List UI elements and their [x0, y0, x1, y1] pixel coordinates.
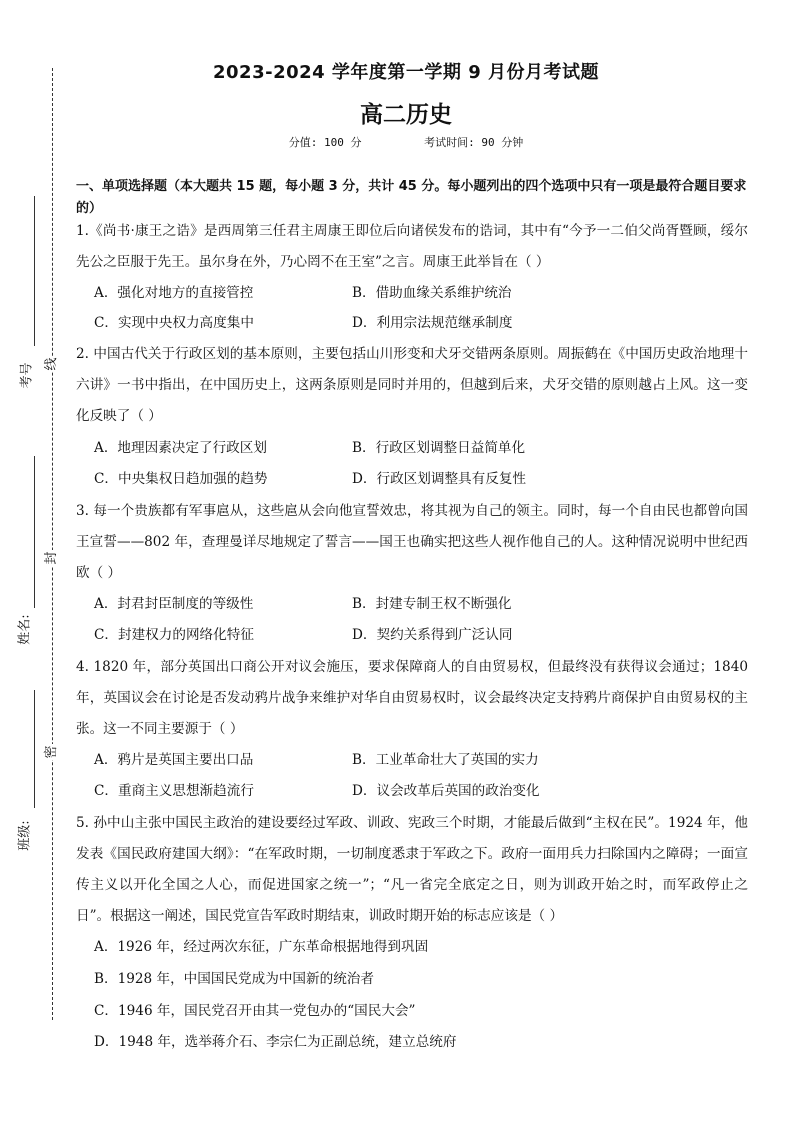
- question-4-option-a[interactable]: A．鸦片是英国主要出口品: [94, 752, 254, 768]
- question-3-option-b[interactable]: B．封建专制王权不断强化: [352, 596, 512, 612]
- question-4-option-d[interactable]: D．议会改革后英国的政治变化: [352, 783, 540, 799]
- question-1-option-a[interactable]: A．强化对地方的直接管控: [94, 285, 254, 301]
- question-5-option-a[interactable]: A．1926 年，经过两次东征，广东革命根据地得到巩固: [94, 939, 429, 955]
- exam-number-line[interactable]: [34, 196, 35, 346]
- question-2-option-d[interactable]: D．行政区划调整具有反复性: [352, 471, 527, 487]
- class-label: 班级:: [17, 820, 33, 851]
- question-2-option-a[interactable]: A．地理因素决定了行政区划: [94, 440, 267, 456]
- question-3-option-a[interactable]: A．封君封臣制度的等级性: [94, 596, 254, 612]
- question-4-stem: 4. 1820 年，部分英国出口商公开对议会施压，要求保障商人的自由贸易权，但最终没有获得议会通过；1840 年，英国议会在讨论是否发动鸦片战争来维护对华自由贸易权时，议会最终决定支持鸦片商保护自由贸易权的主张。这一不同主要源于（ ）: [76, 659, 748, 737]
- question-5-option-b[interactable]: B．1928 年，中国国民党成为中国新的统治者: [94, 971, 374, 987]
- question-3-stem: 3. 每一个贵族都有军事扈从，这些扈从会向他宣誓效忠，将其视为自己的领主。同时，每一个自由民也都曾向国王宣誓——802 年，查理曼详尽地规定了誓言——国王也确实把这些人视作他自己的人。这种情况说明中世纪西欧（ ）: [76, 503, 748, 581]
- question-1-options-row-1: [94, 283, 734, 303]
- question-1-options-row-2: [94, 313, 734, 333]
- question-3-option-c[interactable]: C．封建权力的网络化特征: [94, 627, 254, 643]
- question-4-option-c[interactable]: C．重商主义思想渐趋流行: [94, 783, 254, 799]
- name-label: 姓名:: [17, 614, 33, 645]
- question-3-option-d[interactable]: D．契约关系得到广泛认同: [352, 627, 513, 643]
- question-2-option-b[interactable]: B．行政区划调整日益简单化: [352, 440, 526, 456]
- question-2-option-c[interactable]: C．中央集权日趋加强的趋势: [94, 471, 268, 487]
- exam-meta: [76, 134, 736, 150]
- class-line[interactable]: [34, 690, 35, 808]
- question-1-stem: 1.《尚书·康王之诰》是西周第三任君主周康王即位后向诸侯发布的诰词，其中有“今予一二伯父尚胥暨顾，绥尔先公之臣服于先王。虽尔身在外，乃心罔不在王室”之言。周康王此举旨在（ ）: [76, 223, 748, 270]
- seal-char-secret: 密: [44, 745, 59, 759]
- question-3-options-row-2: [94, 625, 734, 645]
- question-2-stem: 2. 中国古代关于行政区划的基本原则，主要包括山川形变和犬牙交错两条原则。周振鹤在《中国历史政治地理十六讲》一书中指出，在中国历史上，这两条原则是同时并用的，但越到后来，犬牙交错的原则越占上风。这一变化反映了（ ）: [76, 346, 748, 424]
- binding-dashed-line: [52, 68, 53, 1020]
- section-heading: 一、单项选择题（本大题共 15 题，每小题 3 分，共计 45 分。每小题列出的四个选项中只有一项是最符合题目要求的）: [76, 179, 747, 216]
- question-2-options-row-1: [94, 438, 734, 458]
- question-5-stem: 5. 孙中山主张中国民主政治的建设要经过军政、训政、宪政三个时期，才能最后做到“主权在民”。1924 年，他发表《国民政府建国大纲》：“在军政时期，一切制度悉隶于军政之下。政府一面用兵力扫除国内之障碍；一面宣传主义以开化全国之人心，而促进国家之统一”；“凡一省完全底定之日，则为训政开始之时，而军政停止之日”。根据这一阐述，国民党宣告军政时期结束，训政时期开始的标志应该是（ ）: [76, 815, 748, 924]
- seal-char-seal: 封: [44, 551, 59, 565]
- question-5-option-c[interactable]: C．1946 年，国民党召开由其一党包办的“国民大会”: [94, 1003, 416, 1019]
- exam-title: 2023-2024 学年度第一学期 9 月份月考试题: [213, 62, 599, 83]
- question-2-options-row-2: [94, 469, 734, 489]
- exam-number-label: 考号: [19, 362, 35, 389]
- name-line[interactable]: [34, 456, 35, 608]
- question-4-option-b[interactable]: B．工业革命壮大了英国的实力: [352, 752, 539, 768]
- subject-title: 高二历史: [360, 102, 452, 128]
- score-info: 分值: 100 分: [288, 136, 362, 149]
- question-1-option-c[interactable]: C．实现中央权力高度集中: [94, 315, 254, 331]
- question-1-option-b[interactable]: B．借助血缘关系维护统治: [352, 285, 512, 301]
- seal-char-line: 线: [44, 357, 59, 371]
- question-3-options-row-1: [94, 594, 734, 614]
- question-5-option-d[interactable]: D．1948 年，选举蒋介石、李宗仁为正副总统，建立总统府: [94, 1034, 457, 1050]
- question-4-options-row-2: [94, 781, 734, 801]
- question-4-options-row-1: [94, 750, 734, 770]
- question-1-option-d[interactable]: D．利用宗法规范继承制度: [352, 315, 513, 331]
- time-info: 考试时间: 90 分钟: [424, 136, 524, 149]
- binding-margin: [0, 0, 70, 1123]
